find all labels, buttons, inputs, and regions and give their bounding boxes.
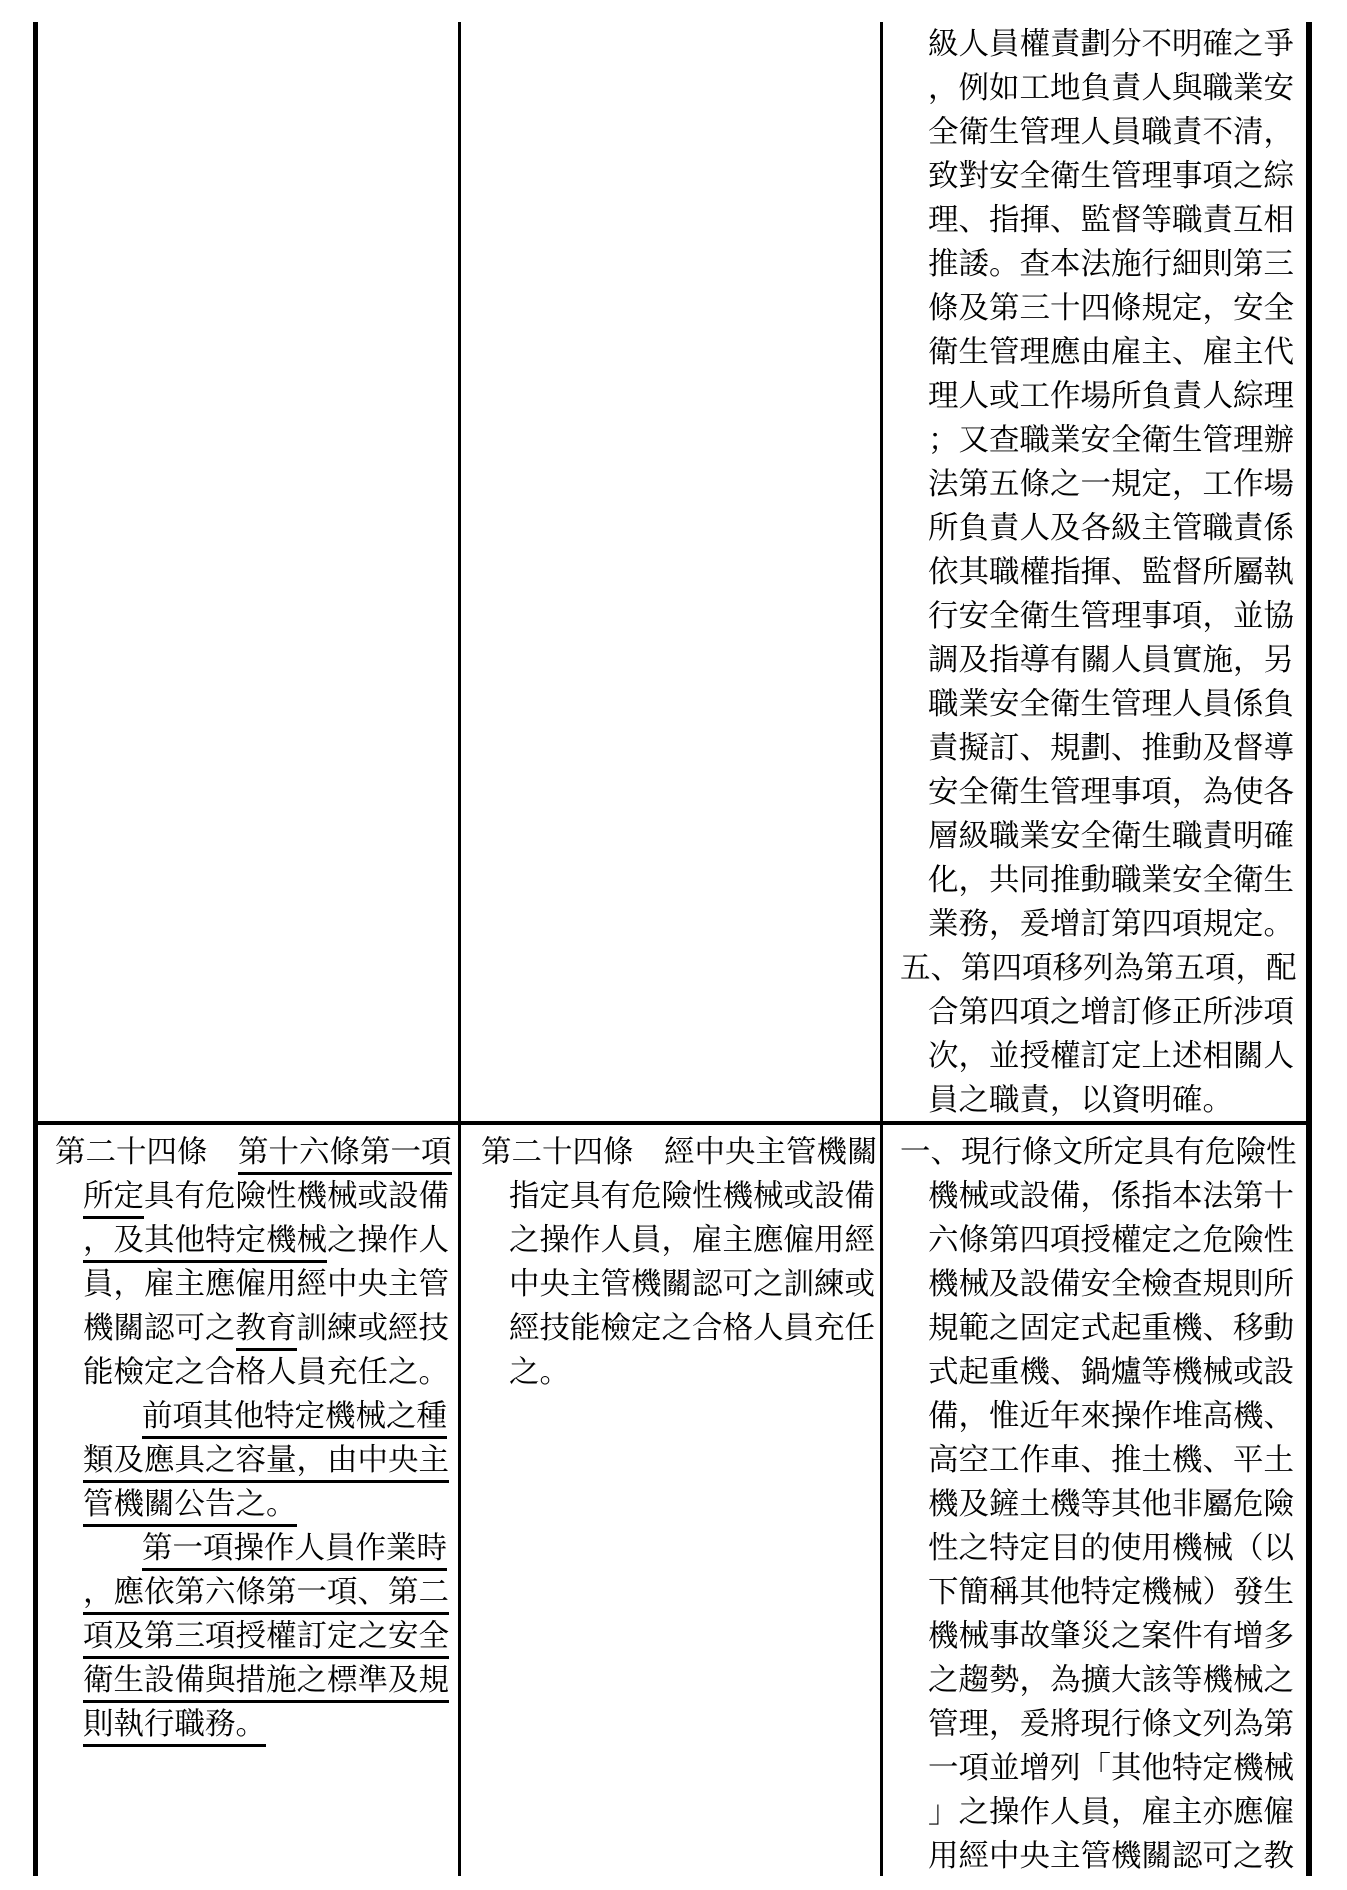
text-line: 機械事故肇災之案件有增多 [928, 1619, 1294, 1653]
text-line: 之趨勢，為擴大該等機械之 [928, 1663, 1294, 1697]
text-line: 備，惟近年來操作堆高機、 [928, 1399, 1294, 1433]
text-line: 項及第三項授權訂定之安全 [55, 1614, 455, 1658]
text-line: 級人員權責劃分不明確之爭 [928, 27, 1294, 61]
text-line: 管機關公告之。 [55, 1482, 455, 1526]
text-line: 合第四項之增訂修正所涉項 [928, 995, 1294, 1029]
text-line: 化，共同推動職業安全衛生 [928, 863, 1294, 897]
text-line: 前項其他特定機械之種 [55, 1394, 455, 1438]
text-line: 式起重機、鍋爐等機械或設 [928, 1355, 1294, 1389]
text-line: 第二十四條 第十六條第一項 [55, 1130, 455, 1174]
text-line: 次，並授權訂定上述相關人 [928, 1039, 1294, 1073]
text-line: 所負責人及各級主管職責係 [928, 511, 1294, 545]
text-line: 第二十四條 經中央主管機關 [481, 1135, 878, 1169]
text-line: ，及其他特定機械之操作人 [55, 1218, 455, 1262]
text-line: 高空工作車、推土機、平土 [928, 1443, 1294, 1477]
text-line: 管理，爰將現行條文列為第 [928, 1707, 1294, 1741]
text-line: 衛生管理應由雇主、雇主代 [928, 335, 1294, 369]
text-line: 中央主管機關認可之訓練或 [509, 1267, 875, 1301]
row1-explanation-cell [900, 22, 1304, 1120]
text-line: 指定具有危險性機械或設備 [509, 1179, 875, 1213]
text-line: 機械或設備，係指本法第十 [928, 1179, 1294, 1213]
text-line: 類及應具之容量，由中央主 [55, 1438, 455, 1482]
table-right-border [1306, 22, 1312, 1876]
text-line: 經技能檢定之合格人員充任 [509, 1311, 875, 1345]
row2-amended-article-cell [55, 1130, 455, 1876]
table-left-border [33, 22, 38, 1876]
text-line: 性之特定目的使用機械（以 [928, 1531, 1294, 1565]
row1-left-cell [55, 22, 455, 1118]
text-line: 機械及設備安全檢查規則所 [928, 1267, 1294, 1301]
text-line: 一項並增列「其他特定機械 [928, 1751, 1294, 1785]
text-line: 一、現行條文所定具有危險性 [900, 1135, 1297, 1169]
text-line: 機關認可之教育訓練或經技 [55, 1306, 455, 1350]
text-line: 致對安全衛生管理事項之綜 [928, 159, 1294, 193]
text-line: 則執行職務。 [55, 1702, 455, 1746]
text-line: 用經中央主管機關認可之教 [928, 1839, 1294, 1873]
text-line: 五、第四項移列為第五項，配 [900, 951, 1297, 985]
text-line: 條及第三十四條規定，安全 [928, 291, 1294, 325]
text-line: 法第五條之一規定，工作場 [928, 467, 1294, 501]
text-line: 所定具有危險性機械或設備 [55, 1174, 455, 1218]
text-line: 安全衛生管理事項，為使各 [928, 775, 1294, 809]
text-line: 理人或工作場所負責人綜理 [928, 379, 1294, 413]
text-line: 業務，爰增訂第四項規定。 [928, 907, 1294, 941]
row2-explanation-cell [900, 1130, 1304, 1882]
text-line: 層級職業安全衛生職責明確 [928, 819, 1294, 853]
text-line: 推諉。查本法施行細則第三 [928, 247, 1294, 281]
text-line: 規範之固定式起重機、移動 [928, 1311, 1294, 1345]
row2-current-article-cell [481, 1130, 877, 1876]
text-line: 第一項操作人員作業時 [55, 1526, 455, 1570]
row1-middle-cell [481, 22, 877, 1118]
text-line: 」之操作人員，雇主亦應僱 [928, 1795, 1294, 1829]
text-line: 衛生設備與措施之標準及規 [55, 1658, 455, 1702]
text-line: 責擬訂、規劃、推動及督導 [928, 731, 1294, 765]
text-line: ，應依第六條第一項、第二 [55, 1570, 455, 1614]
text-line: 之操作人員，雇主應僱用經 [509, 1223, 875, 1257]
table-column-divider-1 [458, 22, 461, 1876]
text-line: 能檢定之合格人員充任之。 [83, 1355, 449, 1389]
text-line: 機及鏟土機等其他非屬危險 [928, 1487, 1294, 1521]
text-line: 六條第四項授權定之危險性 [928, 1223, 1294, 1257]
text-line: 員之職責，以資明確。 [928, 1083, 1233, 1117]
text-line: ；又查職業安全衛生管理辦 [928, 423, 1294, 457]
text-line: 下簡稱其他特定機械）發生 [928, 1575, 1294, 1609]
table-column-divider-2 [880, 22, 883, 1876]
text-line: 行安全衛生管理事項，並協 [928, 599, 1294, 633]
text-line: 調及指導有關人員實施，另 [928, 643, 1294, 677]
text-line: 全衛生管理人員職責不清， [928, 115, 1294, 149]
text-line: 依其職權指揮、監督所屬執 [928, 555, 1294, 589]
text-line: 職業安全衛生管理人員係負 [928, 687, 1294, 721]
text-line: ，例如工地負責人與職業安 [928, 71, 1294, 105]
text-line: 員，雇主應僱用經中央主管 [83, 1267, 449, 1301]
text-line: 理、指揮、監督等職責互相 [928, 203, 1294, 237]
text-line: 之。 [509, 1355, 570, 1389]
